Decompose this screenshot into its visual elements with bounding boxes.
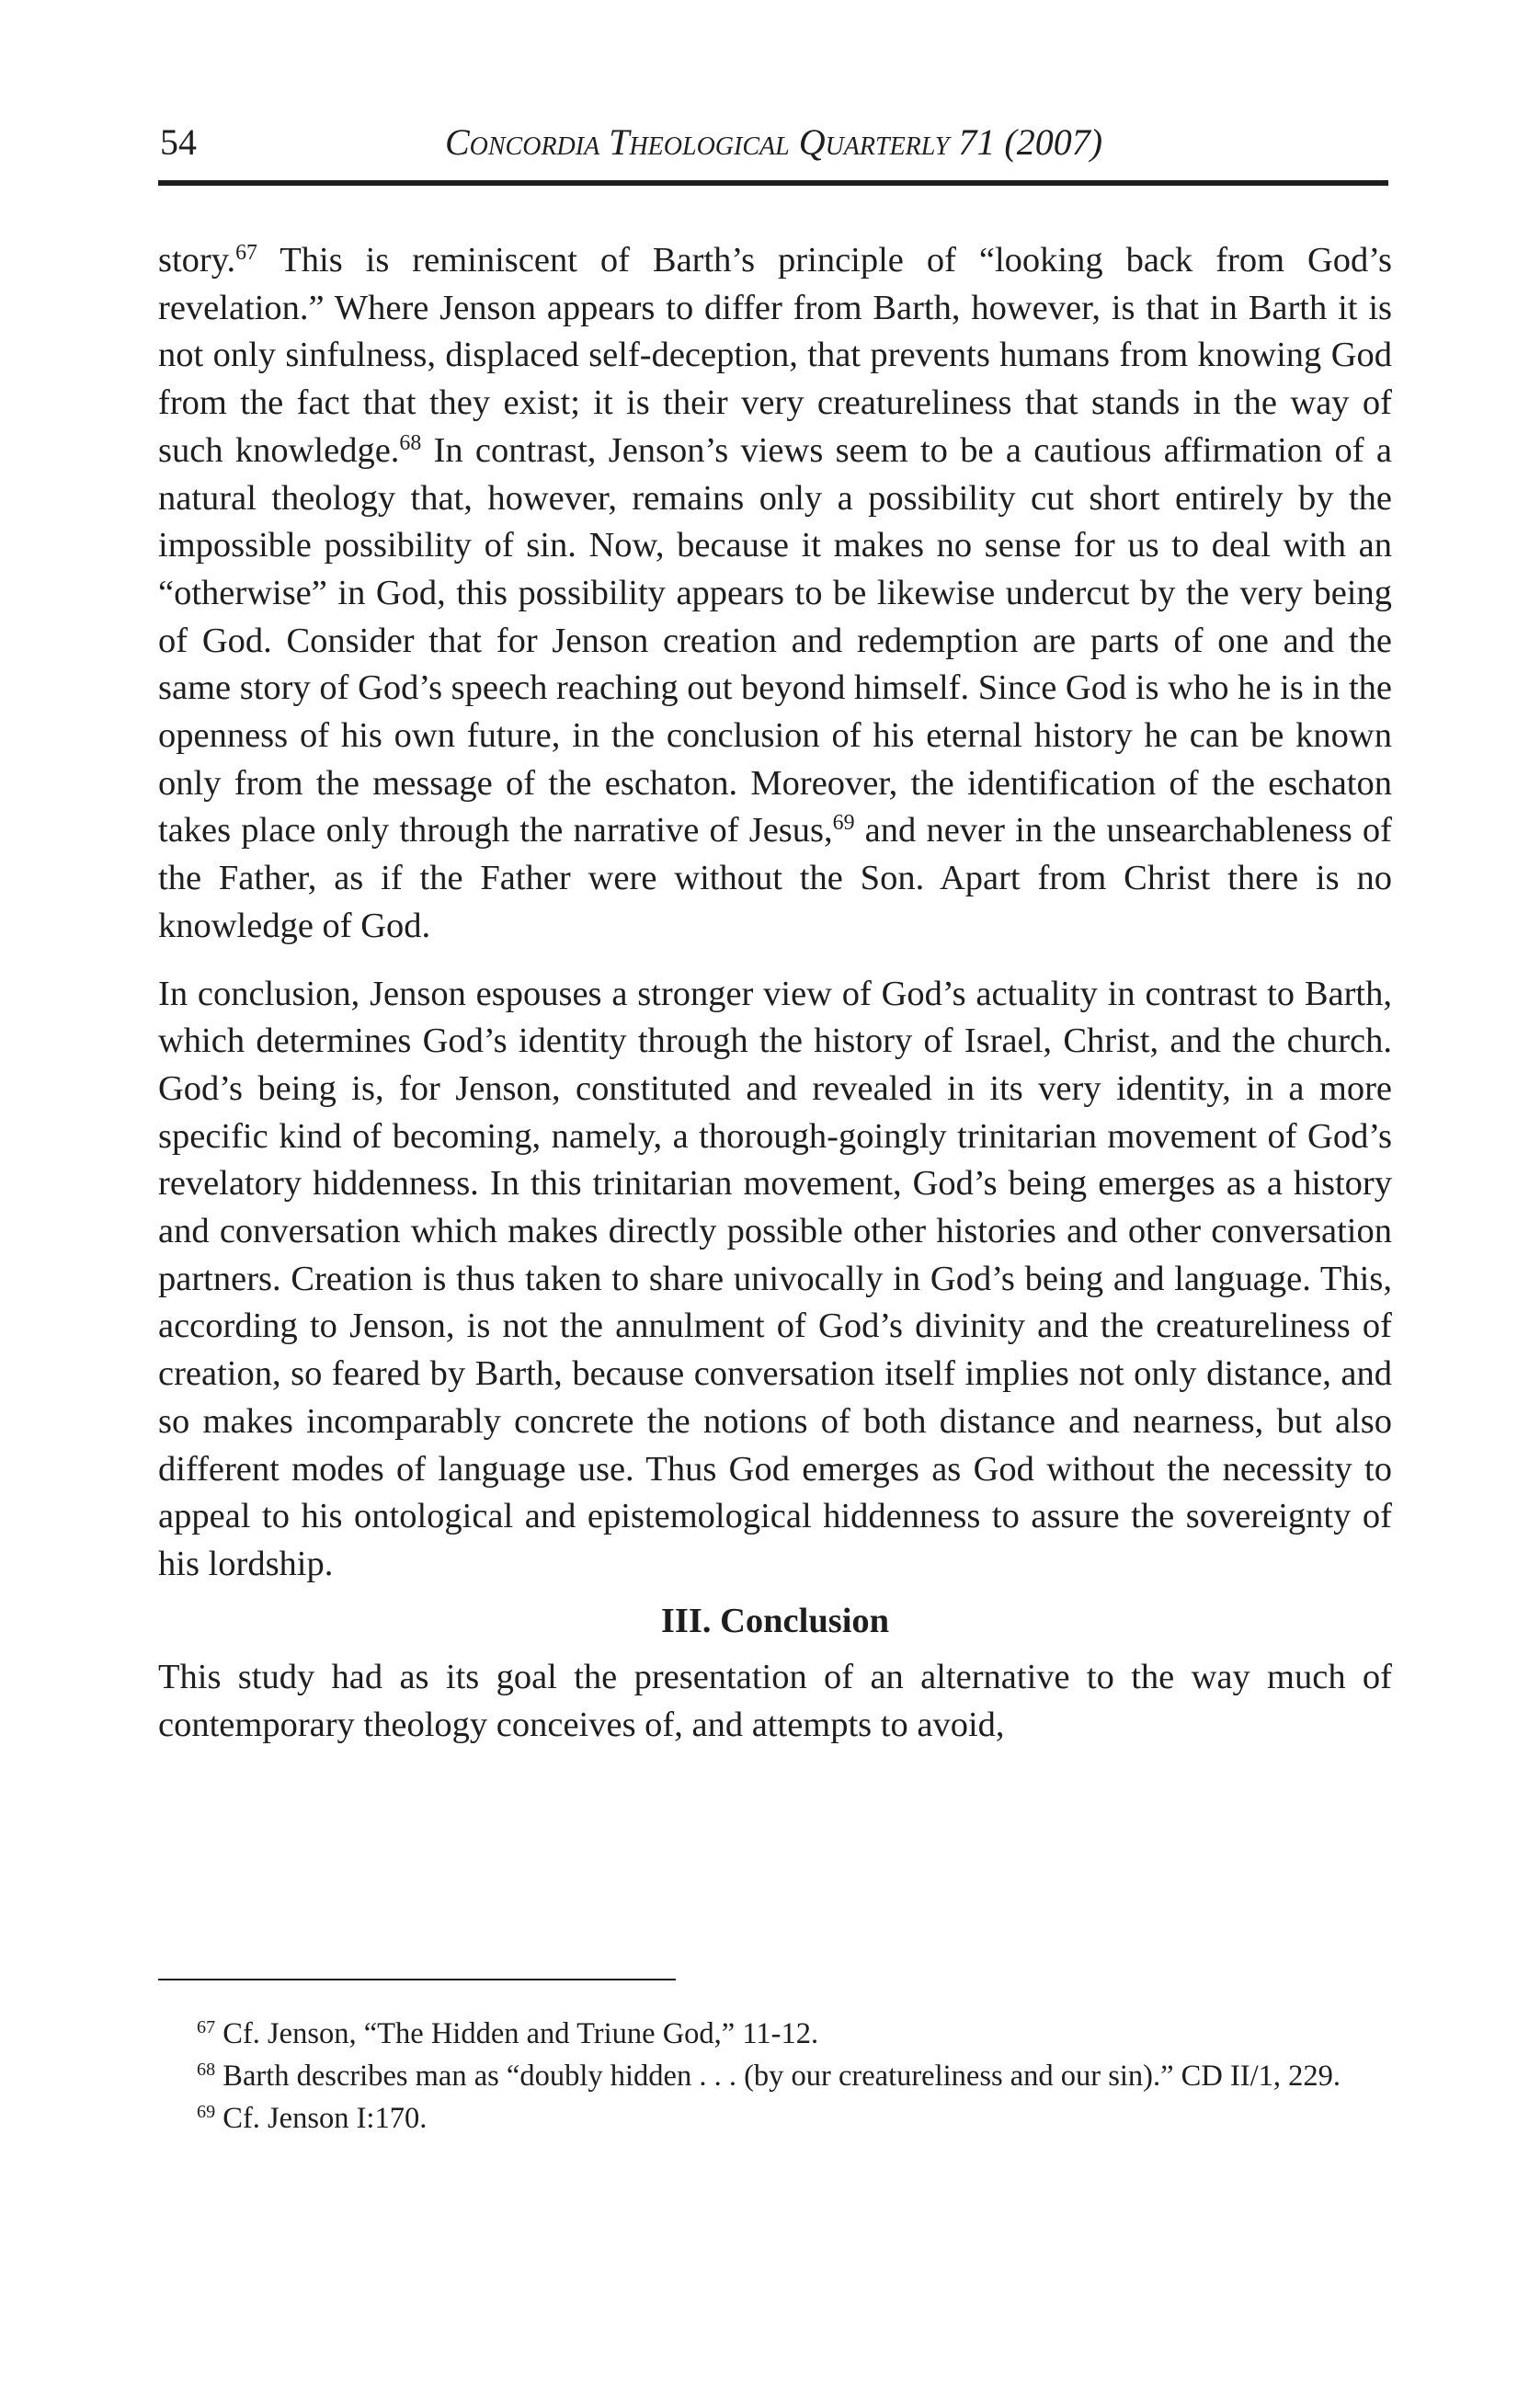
footnote-number: 69 [197,2101,216,2122]
footnote-text: Cf. Jenson I:170. [215,2102,428,2135]
footnote-67 [158,2014,1392,2054]
footnote-number: 67 [197,2016,216,2037]
paragraph-2: In conclusion, Jenson espouses a stronger view of God’s actuality in contrast to Barth, which determines God’s identity through the history of Israel, Christ, and the church. God’s being is, for Jenson, constituted and revealed in its very identity, in a more specific kind of becoming, namely, a thorough-goingly trinitarian movement of God’s revelatory hiddenness. In this trinitarian movement, God’s being emerges as a history and conversation which makes directly possible other histories and other conversation partners. Creation is thus taken to share univocally in God’s being and language. This, according to Jenson, is not the annulment of God’s divinity and the creatureliness of creation, so feared by Barth, because conversation itself implies not only distance, and so makes incomparably concrete the notions of both distance and nearness, but also different modes of language use. Thus God emerges as God without the necessity to appeal to his ontological and epistemological hiddenness to assure the sovereignty of his lordship. [158,974,1392,1583]
paragraph-3: This study had as its goal the presentation of an alternative to the way much of contemporary theology conceives of, and attempts to avoid, [158,1658,1392,1745]
paragraph-1-part-3: In contrast, Jenson’s views seem to be a cautious affirmation of a natural theology that, however, remains only a possibility cut short entirely by the impossible possibility of sin. Now, because it makes no sense for us to deal with an “otherwise” in God, this possibility appears to be likewise undercut by the very being of God. Consider that for Jenson creation and redemption are parts of one and the same story of God’s speech reaching out beyond himself. Since God is who he is in the openness of his own future, in the conclusion of his eternal history he can be known only from the message of the eschaton. Moreover, the identification of the eschaton takes place only through the narrative of Jesus, [158,430,1393,850]
footnote-69 [158,2098,1392,2139]
body-text [158,237,1392,1750]
footnote-ref-67: 67 [235,240,257,265]
footnote-68 [158,2056,1392,2096]
footnote-ref-68: 68 [399,430,422,455]
volume-year: 71 (2007) [958,121,1103,163]
footnote-text: Cf. Jenson, “The Hidden and Triune God,” 11-12. [215,2017,819,2050]
footnote-ref-69: 69 [832,811,855,836]
footnotes [158,2014,1392,2139]
page-number: 54 [160,121,197,163]
running-title [156,120,1391,165]
footnote-text: Barth describes man as “doubly hidden . . . (by our creatureliness and our sin).” CD II/1, 229. [215,2060,1341,2093]
paragraph-1-part-4: and never in the unsearchableness of the Father, as if the Father were without the Son. Apart from Christ there is no knowledge of God. [158,811,1392,945]
footnote-rule [158,1979,676,1980]
paragraph-1-part-1: story. [158,241,236,280]
section-heading: III. Conclusion [660,1601,890,1640]
header-rule [158,180,1388,186]
journal-title: Concordia Theological Quarterly [444,121,950,163]
paragraph-1 [158,237,1392,951]
running-header [156,120,1391,165]
footnote-number: 68 [197,2059,216,2080]
paragraph-1-part-2: This is reminiscent of Barth’s principle of “looking back from God’s revelation.” Where Jenson appears to differ from Barth, however, is that in Barth it is not only sinfulness, displaced self-deception, that prevents humans from knowing God from the fact that they exist; it is their very creatureliness that stands in the way of such knowledge. [158,241,1392,470]
